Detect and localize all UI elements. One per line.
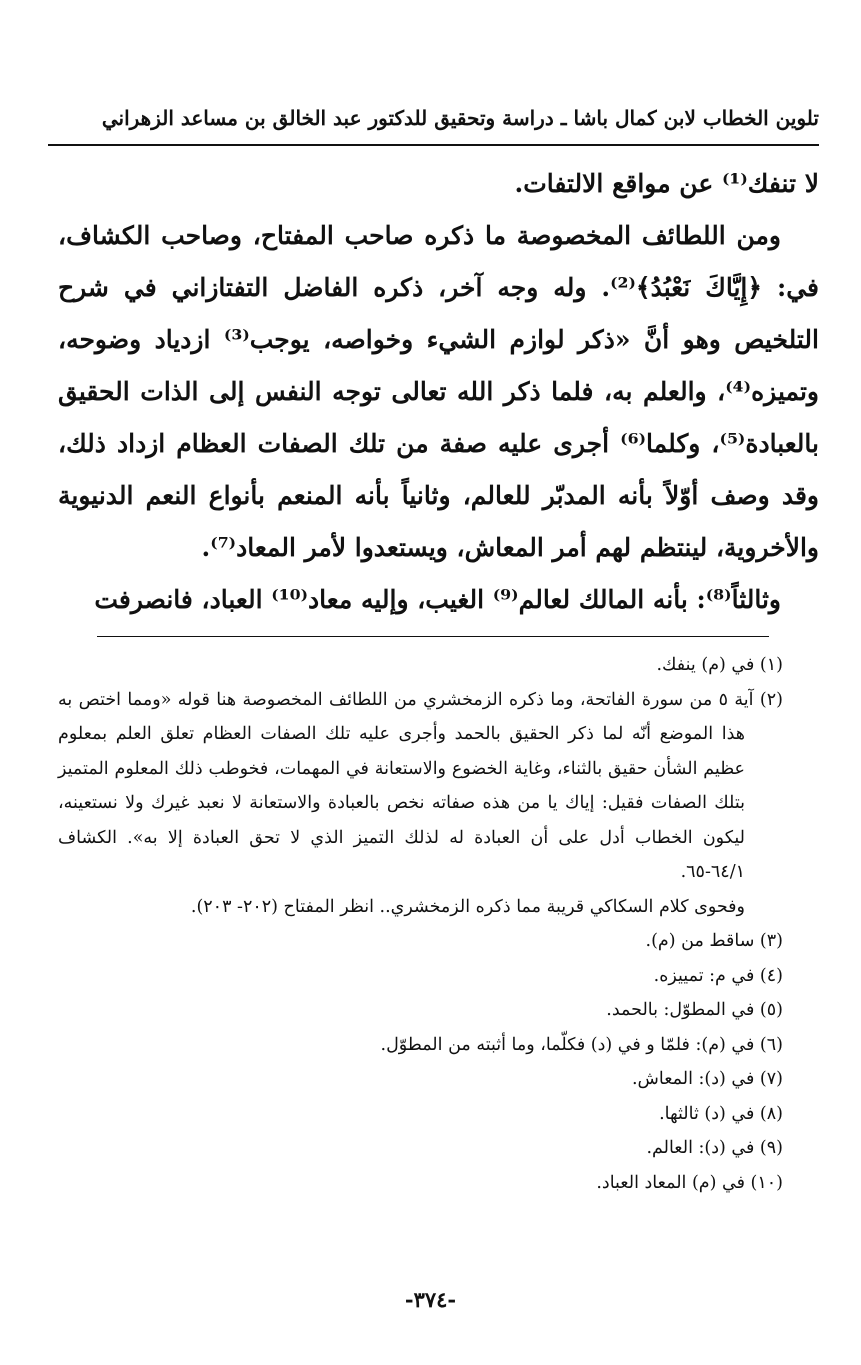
footnote: (١) في (م) ينفك. xyxy=(656,655,783,675)
main-paragraph: ومن اللطائف المخصوصة ما ذكره صاحب المفتاح، وصاحب الكشاف، في: ﴿إِيَّاكَ نَعْبُدُ﴾⁽²⁾. وله وجه آخر، ذكره الفاضل التفتازاني في شرح التلخيص وهو أنَّ «ذكر لوازم الشيء وخواصه، يوجب⁽³⁾ ازدياد وضوحه، وتميزه⁽⁴⁾، والعلم به، فلما ذكر الله تعالى توجه النفس إلى الذات الحقيق بالعبادة⁽⁵⁾، وكلما⁽⁶⁾ أجرى عليه صفة من تلك الصفات العظام ازداد ذلك، وقد وصف أوّلاً بأنه المدبّر للعالم، وثانياً بأنه المنعم بأنواع النعم الدنيوية والأخروية، لينتظم لهم أمر المعاش، ويستعدوا لأمر المعاد⁽⁷⁾. xyxy=(58,221,820,562)
running-header xyxy=(58,98,819,140)
main-paragraph: وثالثاً⁽⁸⁾: بأنه المالك لعالم⁽⁹⁾ الغيب، وإليه معاد⁽¹⁰⁾ العباد، فانصرفت xyxy=(94,585,781,614)
footnote: (٢) آية ٥ من سورة الفاتحة، وما ذكره الزمخشري من اللطائف المخصوصة هنا قوله «ومما اختص به هذا الموضع أنّه لما ذكر الحقيق بالحمد وأجرى عليه تلك الصفات العظام تعلق العلم بمعلوم عظيم الشأن حقيق بالثناء، وغاية الخضوع والاستعانة في المهمات، فخوطب ذلك المعلوم المتميز بتلك الصفات فقيل: إياك يا من هذه صفاته نخص بالعبادة والاستعانة لا نعبد غيرك ولا نستعينه، ليكون الخطاب أدل على أن العبادة له لذلك التميز الذي لا تحق العبادة إلا به». الكشاف ٦٤/١-٦٥. xyxy=(58,689,783,882)
footnote: (٤) في م: تمييزه. xyxy=(653,965,783,986)
footnote-separator xyxy=(97,636,769,637)
footnote: (٣) ساقط من (م). xyxy=(645,931,783,951)
footnotes xyxy=(58,648,783,1200)
footnote: (٧) في (د): المعاش. xyxy=(631,1069,783,1089)
footnote: (٦) في (م): فلمّا و في (د) فكلّما، وما أثبته من المطوّل. xyxy=(380,1034,783,1055)
footnote: (١٠) في (م) المعاد العباد. xyxy=(596,1172,783,1193)
main-paragraph: لا تنفك⁽¹⁾ عن مواقع الالتفات. xyxy=(514,169,819,198)
footnote: (٩) في (د): العالم. xyxy=(646,1138,783,1158)
header-rule xyxy=(48,144,819,146)
footnote-continuation: وفحوى كلام السكاكي قريبة مما ذكره الزمخشري.. انظر المفتاح (٢٠٢- ٢٠٣). xyxy=(190,896,745,917)
page-number: -٣٧٤- xyxy=(404,1287,457,1312)
main-text xyxy=(58,158,819,626)
footnote: (٨) في (د) ثالثها. xyxy=(659,1103,783,1124)
running-title: تلوين الخطاب لابن كمال باشا ـ دراسة وتحقيق للدكتور عبد الخالق بن مساعد الزهراني xyxy=(101,106,819,130)
footnote: (٥) في المطوّل: بالحمد. xyxy=(606,1000,783,1020)
